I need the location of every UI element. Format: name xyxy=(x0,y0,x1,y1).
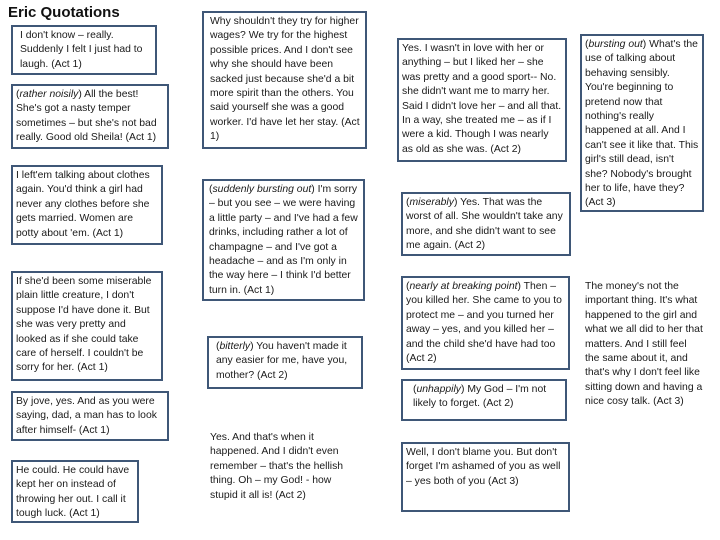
quote-box xyxy=(11,391,169,441)
quote-text: Well, I don't blame you. But don't forget I'm ashamed of you as well – yes both of you (Act 3) xyxy=(406,447,561,487)
quote-box xyxy=(202,427,362,507)
page-title: Eric Quotations xyxy=(8,4,120,21)
quote-text: All the best! She's got a nasty temper sometimes – but she's not bad really. Good old Sheila! (Act 1) xyxy=(16,89,157,144)
quote-text: I don't know – really. Suddenly I felt I just had to laugh. (Act 1) xyxy=(20,30,143,70)
quote-text: He could. He could have kept her on instead of throwing her out. I call it tough luck. (Act 1) xyxy=(16,465,130,520)
stage-direction: miserably xyxy=(409,197,454,208)
quote-text: Yes. That was the worst of all. She wouldn't take any more, and she didn't want to see me again. (Act 2) xyxy=(406,197,563,252)
quote-box: (bitterly) You haven't made it any easier for me, have you, mother? (Act 2) xyxy=(207,336,363,389)
quote-box: (bursting out) What's the use of talking about behaving sensibly. You're beginning to pretend now that nothing's really happened at all. And I can't see it like that. This girl's still dead, isn't she? Nobody's brought her to life, have they? (Act 3) xyxy=(580,34,704,212)
quote-box: (nearly at breaking point) Then – you killed her. She came to you to protect me – and you turned her away – yes, and you killed her – and the child she'd have had too (Act 2) xyxy=(401,276,570,370)
quote-text: You haven't made it any easier for me, have you, mother? (Act 2) xyxy=(216,341,348,381)
quote-box xyxy=(202,11,367,149)
quote-box: (unhappily) My God – I'm not likely to forget. (Act 2) xyxy=(401,379,567,421)
quote-text: By jove, yes. And as you were saying, dad, a man has to look after himself- (Act 1) xyxy=(16,396,157,436)
quote-text: Why shouldn't they try for higher wages? We try for the highest possible prices. And I don't see why she should have been sacked just because she'd a bit more spirit than the others. You said yourself she was a good worker. I'd have let her stay. (Act 1) xyxy=(210,16,360,143)
quote-box: (miserably) Yes. That was the worst of all. She wouldn't take any more, and she didn't want to see me again. (Act 2) xyxy=(401,192,571,256)
quote-box: (suddenly bursting out) I'm sorry – but you see – we were having a little party – and I've had a few drinks, including rather a lot of champagne – and I've got a headache – and as I'm only in the way here – I think I'd better turn in. (Act 1) xyxy=(202,179,365,301)
quote-box xyxy=(11,271,163,381)
stage-direction: rather noisily xyxy=(19,89,79,100)
quote-text: Yes. And that's when it happened. And I didn't even remember – that's the hellish thing. Oh – my God! - how stupid it all is! (Act 2) xyxy=(210,432,344,501)
quote-text: If she'd been some miserable plain little creature, I don't suppose I'd have done it. But she was very pretty and looked as if she could take care of herself. I couldn't be sorry for her. (Act 1) xyxy=(16,276,152,374)
stage-direction: unhappily xyxy=(416,384,461,395)
quote-box xyxy=(401,442,570,512)
quote-box xyxy=(11,25,157,75)
quote-text: I'm sorry – but you see – we were having a little party – and I've had a few drinks, including rather a lot of champagne – and I've got a headache – and as I'm only in the way here – I think I'd better turn in. (Act 1) xyxy=(209,184,358,296)
quote-box: (rather noisily) All the best! She's got a nasty temper sometimes – but she's not bad really. Good old Sheila! (Act 1) xyxy=(11,84,169,149)
quote-box xyxy=(11,460,139,523)
stage-direction: suddenly bursting out xyxy=(212,184,312,195)
quote-box xyxy=(580,276,708,426)
quote-box xyxy=(11,165,163,245)
quote-text: What's the use of talking about behaving sensibly. You're beginning to pretend now that nothing's really happened at all. And I can't see it like that. This girl's still dead, isn't she? Nobody's brought her to life, have they? (Act 3) xyxy=(585,39,699,209)
quote-text: The money's not the important thing. It's what happened to the girl and what we all did to her that matters. And I still feel the same about it, and that's why I don't feel like sitting down and having a nice cosy talk. (Act 3) xyxy=(585,281,703,408)
quote-text: Then – you killed her. She came to you to protect me – and you turned her away – yes, and you killed her – and the child she'd have had too (Act 2) xyxy=(406,281,562,365)
stage-direction: bursting out xyxy=(588,39,643,50)
quote-box xyxy=(397,38,567,162)
quote-text: My God – I'm not likely to forget. (Act 2) xyxy=(413,384,547,410)
quote-text: I left'em talking about clothes again. You'd think a girl had never any clothes before she gets married. Women are potty about 'em. (Act 1) xyxy=(16,170,150,239)
stage-direction: nearly at breaking point xyxy=(409,281,518,292)
quote-text: Yes. I wasn't in love with her or anything – but I liked her – she was pretty and a good sport-- No. she didn't want me to marry her. Said I didn't love her – and all that. In a way, she treated me – as if I were a kid. Though I was nearly as old as she was. (Act 2) xyxy=(402,43,562,155)
stage-direction: bitterly xyxy=(219,341,251,352)
